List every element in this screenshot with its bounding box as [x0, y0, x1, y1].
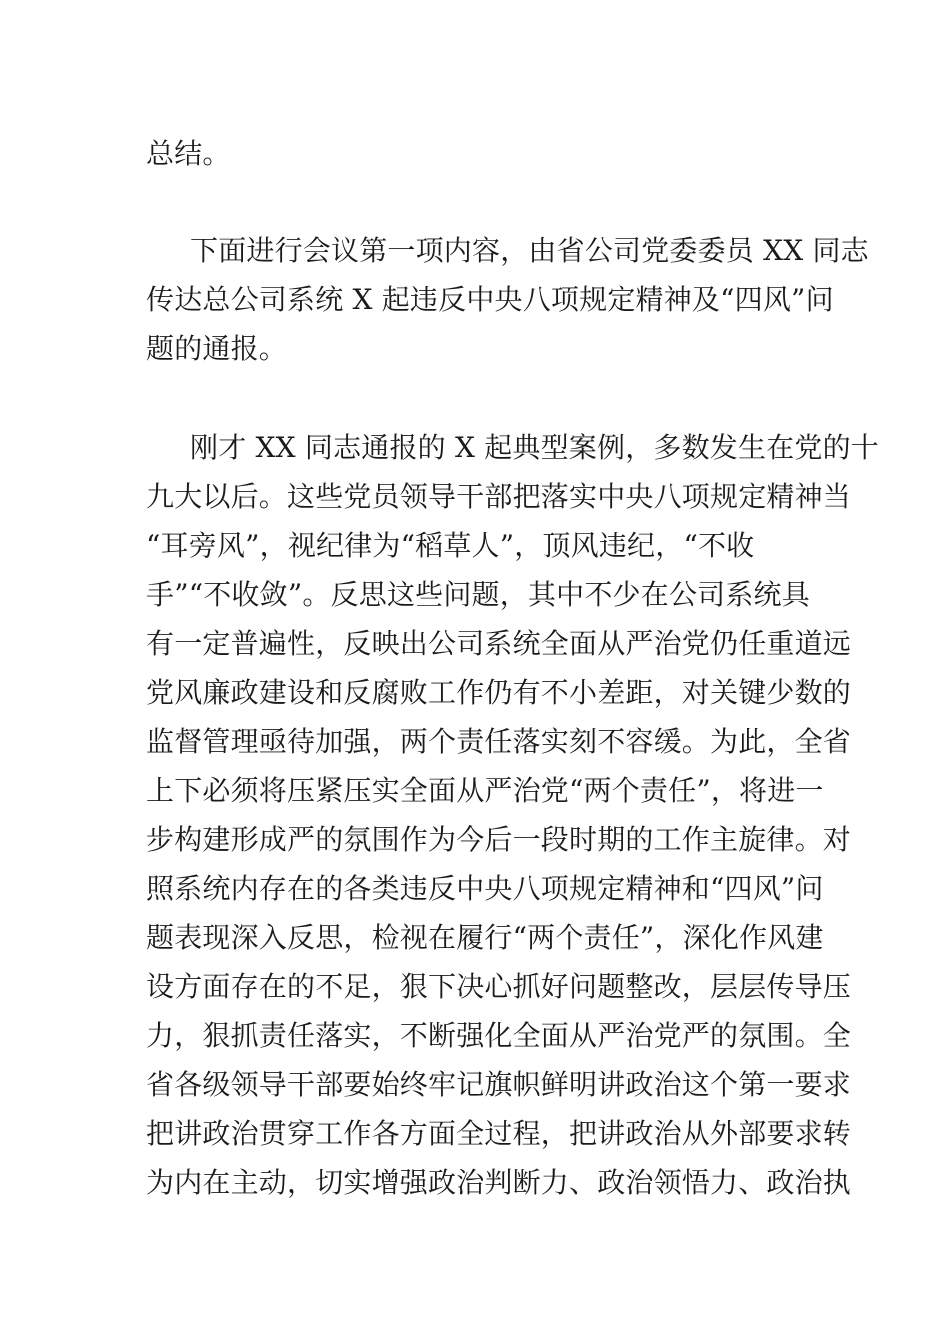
- paragraph-3-line-12: 设方面存在的不足，狠下决心抓好问题整改，层层传导压: [146, 970, 852, 1003]
- paragraph-3-line-9: 步构建形成严的氛围作为今后一段时期的工作主旋律。对: [146, 823, 852, 856]
- paragraph-1-line-1: 总结。: [146, 137, 231, 170]
- paragraph-3-line-7: 监督管理亟待加强，两个责任落实刻不容缓。为此，全省: [146, 725, 852, 758]
- paragraph-3-line-4: 手”“不收敛”。反思这些问题，其中不少在公司系统具: [146, 578, 810, 611]
- paragraph-3-line-11: 题表现深入反思，检视在履行“两个责任”，深化作风建: [146, 921, 824, 954]
- paragraph-3-line-13: 力，狠抓责任落实，不断强化全面从严治党严的氛围。全: [146, 1019, 852, 1052]
- paragraph-3-line-6: 党风廉政建设和反腐败工作仍有不小差距，对关键少数的: [146, 676, 852, 709]
- paragraph-2-line-1: 下面进行会议第一项内容，由省公司党委委员 XX 同志: [190, 234, 869, 267]
- paragraph-2-line-3: 题的通报。: [146, 332, 288, 365]
- paragraph-3-line-5: 有一定普遍性，反映出公司系统全面从严治党仍任重道远: [146, 627, 852, 660]
- paragraph-3-line-14: 省各级领导干部要始终牢记旗帜鲜明讲政治这个第一要求: [146, 1068, 852, 1101]
- paragraph-2-line-2: 传达总公司系统 X 起违反中央八项规定精神及“四风”问: [146, 283, 834, 316]
- paragraph-3-line-15: 把讲政治贯穿工作各方面全过程，把讲政治从外部要求转: [146, 1117, 852, 1150]
- paragraph-3-line-2: 九大以后。这些党员领导干部把落实中央八项规定精神当: [146, 480, 852, 513]
- paragraph-3-line-1: 刚才 XX 同志通报的 X 起典型案例，多数发生在党的十: [190, 431, 880, 464]
- paragraph-3-line-3: “耳旁风”，视纪律为“稻草人”，顶风违纪，“不收: [146, 529, 755, 562]
- paragraph-3-line-16: 为内在主动，切实增强政治判断力、政治领悟力、政治执: [146, 1166, 852, 1199]
- paragraph-3-line-17: [146, 1212, 806, 1252]
- paragraph-3-line-10: 照系统内存在的各类违反中央八项规定精神和“四风”问: [146, 872, 824, 905]
- paragraph-3-line-8: 上下必须将压紧压实全面从严治党“两个责任”，将进一: [146, 774, 824, 807]
